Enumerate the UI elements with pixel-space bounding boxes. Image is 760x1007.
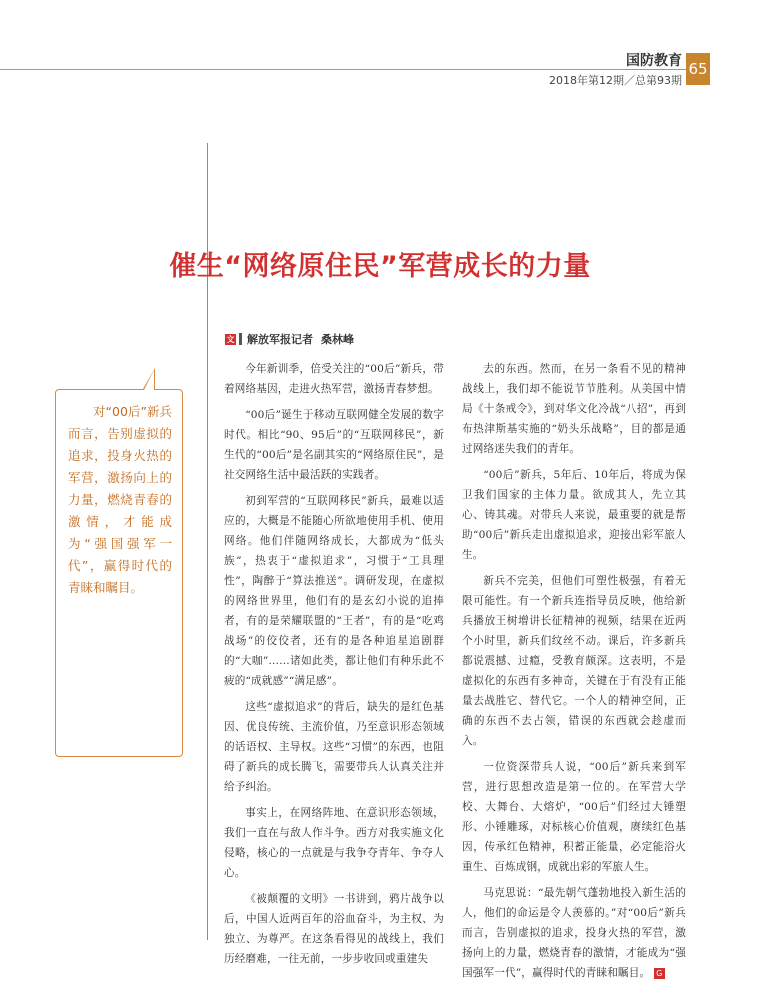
magazine-name: 国防教育 — [626, 53, 682, 69]
paragraph: 这些“虚拟追求”的背后，缺失的是红色基因、优良传统、主流价值，乃至意识形态领域的话语权、主导权。这些“习惯”的东西，也阻碍了新兵的成长腾飞，需要带兵人认真关注并给予纠治。 — [224, 701, 444, 793]
end-mark-icon: G — [654, 968, 665, 979]
paragraph: 今年新训季，倍受关注的“00后”新兵，带着网络基因，走进火热军营，激扬青春梦想。 — [224, 363, 444, 395]
page-number: 65 — [686, 53, 710, 85]
paragraph: “00后”新兵，5年后、10年后，将成为保卫我们国家的主体力量。欲成其人，先立其心、铸其魂。对带兵人来说，最重要的就是帮助“00后”新兵走出虚拟追求，迎接出彩军旅人生。 — [462, 469, 686, 561]
paragraph: 一位资深带兵人说，“00后”新兵来到军营，进行思想改造是第一位的。在军营大学校、大舞台、大熔炉，“00后”们经过大锤塑形、小锤雕琢，对标核心价值观，赓续红色基因，传承红色精神，积蓄正能量，必定能浴火重生、百炼成钢，成就出彩的军旅人生。 — [462, 761, 686, 873]
pullquote-text: 对“00后”新兵而言，告别虚拟的追求，投身火热的军营，激扬向上的力量，燃烧青春的激情，才能成为“强国强军一代”，赢得时代的青睐和瞩目。 — [68, 404, 172, 595]
byline-mark-icon: 文 — [226, 334, 235, 344]
pullquote-tail-fill — [144, 370, 154, 390]
paragraph: 去的东西。然而，在另一条看不见的精神战线上，我们却不能说节节胜利。从美国中情局《十条戒令》，到对华文化冷战“八招”，再到布热津斯基实施的“奶头乐战略”，目的都是通过网络迷失我们的青年。 — [462, 363, 686, 455]
article-title: 催生“网络原住民”军营成长的力量 — [169, 251, 591, 283]
byline — [225, 331, 354, 347]
paragraph: 初到军营的“互联网移民”新兵，最难以适应的，大概是不能随心所欲地使用手机、使用网络。他们伴随网络成长，大都成为“低头族”，热衷于“虚拟追求”，习惯于“工具理性”，陶醉于“算法推送”。调研发现，在虚拟的网络世界里，他们有的是玄幻小说的追捧者，有的是荣耀联盟的“王者”，有的是“吃鸡战场”的佼佼者，还有的是各种追星追剧群的“大咖”……诸如此类，都让他们有种乐此不疲的“成就感”“满足感”。 — [224, 495, 444, 687]
body-column-right — [462, 359, 686, 989]
issue-info: 2018年第12期／总第93期 — [549, 74, 682, 87]
paragraph: 新兵不完美，但他们可塑性极强，有着无限可能性。有一个新兵连指导员反映，他给新兵播放王树增讲长征精神的视频，结果在近两个小时里，新兵们纹丝不动。课后，许多新兵都说震撼、过瘾，受教育颇深。这表明，不是虚拟化的东西有多神奇，关键在于有没有正能量去战胜它、替代它。一个人的精神空间，正确的东西不去占领，错误的东西就会趁虚而入。 — [462, 575, 686, 747]
paragraph: 事实上，在网络阵地、在意识形态领域，我们一直在与敌人作斗争。西方对我实施文化侵略，核心的一点就是与我争夺青年、争夺人心。 — [224, 807, 444, 879]
paragraph: 《被颠覆的文明》一书讲到，鸦片战争以后，中国人近两百年的浴血奋斗，为主权、为独立、为尊严。在这条看得见的战线上，我们历经磨难，一往无前，一步步收回或重建失 — [224, 893, 444, 965]
byline-author: 桑林峰 — [321, 333, 354, 346]
paragraph-last-text: 马克思说：“最先朝气蓬勃地投入新生活的人，他们的命运是令人羡慕的。”对“00后”新兵而言，告别虚拟的追求，投身火热的军营，激扬向上的力量，燃烧青春的激情，才能成为“强国强军一代”，赢得时代的青睐和瞩目。 — [462, 887, 686, 979]
header-rule — [0, 69, 686, 70]
paragraph-last — [462, 883, 686, 983]
pullquote-box — [55, 389, 183, 757]
byline-bar-icon — [239, 333, 242, 345]
byline-source: 解放军报记者 — [247, 333, 313, 346]
paragraph: “00后”诞生于移动互联网健全发展的数字时代。相比“90、95后”的“互联网移民”，新生代的“00后”是名副其实的“网络原住民”，是社交网络生活中最活跃的实践者。 — [224, 409, 444, 481]
body-column-left — [224, 359, 444, 975]
